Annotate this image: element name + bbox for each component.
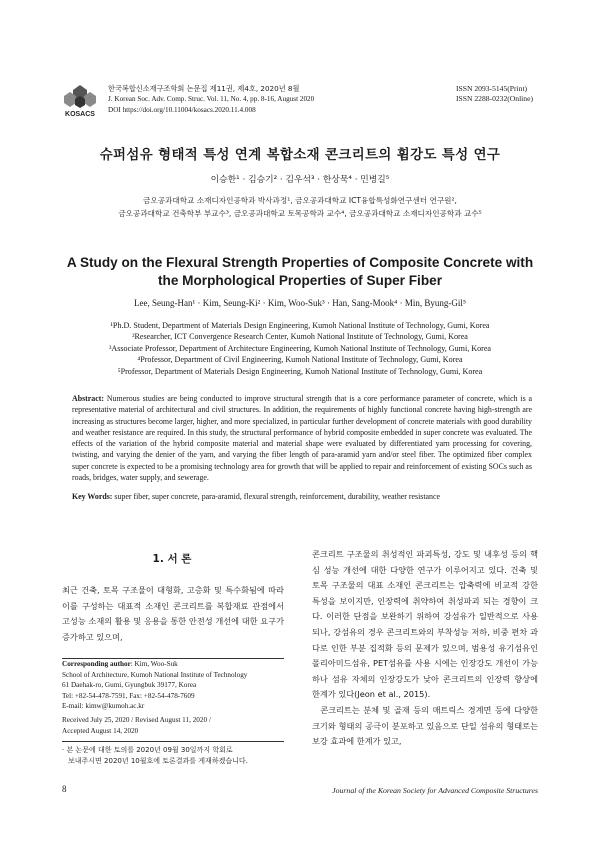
journal-logo bbox=[60, 84, 100, 118]
authors-korean: 이승한¹ · 김승기² · 김우석³ · 한상묵⁴ · 민병길⁵ bbox=[210, 175, 390, 185]
kosacs-logo-icon bbox=[60, 84, 100, 118]
affiliation-en-line: ¹Ph.D. Student, Department of Materials Design Engineering, Kumoh National Institute of Technology, Gumi, Korea bbox=[110, 321, 490, 330]
received-dates bbox=[62, 715, 284, 736]
received-line: Received July 25, 2020 / Revised August 11, 2020 / bbox=[62, 716, 211, 724]
keywords-label: Key Words: bbox=[72, 492, 113, 501]
corresponding-name: : Kim, Woo-Suk bbox=[130, 660, 178, 668]
note-line: · 본 논문에 대한 토의를 2020년 09월 30일까지 학회로 bbox=[62, 746, 233, 754]
paragraph: 최근 건축, 토목 구조물이 대형화, 고층화 및 특수화됨에 따라 이를 구성하는 대표적 소재인 콘크리트를 복합재료 관점에서 고성능 소재의 활용 및 응용을 통한 안전성 개선에 대한 요구가 증가하고 있으며, bbox=[62, 585, 284, 642]
page-number: 8 bbox=[62, 784, 67, 794]
corresponding-label: Corresponding author bbox=[62, 660, 131, 668]
affiliation-kr-line: 금오공과대학교 건축학부 부교수³, 금오공과대학교 토목공학과 교수⁴, 금오공과대학교 소재디자인공학과 교수⁵ bbox=[118, 208, 482, 218]
doi-link[interactable]: DOI https://doi.org/10.11004/kosacs.2020.11.4.008 bbox=[108, 105, 256, 114]
left-column-text bbox=[62, 583, 284, 645]
issn-print: ISSN 2093-5145(Print) bbox=[456, 84, 528, 93]
abstract-text: Numerous studies are being conducted to improve structural strength that is a core performance parameter of concrete, which is a representative material of architectural and civil structures. In addition, the requirements of highly functional concrete having high-strength are increasing as structures become larger, higher, and more specialized, in particular further development of concrete materials with good durability and weather resistance are required. In this study, the structural performance of hybrid composite embedded in super concrete was evaluated. The effects of the variation of the hybrid composite material and material shape were evaluated by differentiated yarn processing for covering, twisting, and varying the denier of the yarn, and varying the fiber length of para-aramid yarn and/or steel fiber. The optimized fiber complex super concrete is expected to be a promising technology area for growth that will be applied to repair and reinforcement of existing SOCs such as roads, bridges, water supply, and sewerage. bbox=[72, 394, 532, 483]
title-korean: 슈퍼섬유 형태적 특성 연계 복합소재 콘크리트의 휨강도 특성 연구 bbox=[99, 148, 501, 163]
journal-name-kr: 한국복합신소재구조학회 논문집 제11권, 제4호, 2020년 8월 bbox=[108, 84, 300, 93]
abstract bbox=[72, 393, 532, 483]
corresponding-address: 61 Daehak-ro, Gumi, Gyungbuk 39177, Korea bbox=[62, 681, 197, 689]
corresponding-author-box bbox=[62, 659, 284, 712]
note-line: 보내주시면 2020년 10월호에 토론결과를 게재하겠습니다. bbox=[68, 756, 248, 765]
affiliation-en-line: ⁴Professor, Department of Civil Engineering, Kumoh National Institute of Technology, Gumi, Korea bbox=[137, 355, 463, 365]
keywords-text: super fiber, super concrete, para-aramid, flexural strength, reinforcement, durability, weather resistance bbox=[114, 492, 440, 501]
corresponding-address: School of Architecture, Kumoh National Institute of Technology bbox=[62, 670, 248, 679]
section-heading: 1. 서 론 bbox=[152, 553, 192, 565]
keywords bbox=[72, 491, 532, 502]
affiliations-english bbox=[40, 320, 560, 377]
right-column-text bbox=[312, 547, 538, 750]
title-en-line: A Study on the Flexural Strength Properties of Composite Concrete with bbox=[66, 255, 534, 270]
corresponding-phone: Tel: +82-54-478-7591, Fax: +82-54-478-7609 bbox=[62, 691, 195, 700]
journal-header bbox=[108, 84, 314, 115]
affiliation-kr-line: 금오공과대학교 소재디자인공학과 박사과정¹, 금오공과대학교 ICT융합특성화연구센터 연구원², bbox=[143, 196, 457, 205]
issn-block bbox=[456, 84, 533, 104]
paragraph: 콘크리트는 분체 및 골재 등의 매트릭스 경계면 등에 다양한 크기와 형태의 공극이 분포하고 있음으로 단일 섬유의 형태로는 보강 효과에 한계가 있고, bbox=[312, 704, 538, 747]
logo-text: KOSACS bbox=[65, 111, 95, 118]
affiliations-korean bbox=[40, 195, 560, 220]
paragraph: 콘크리트 구조물의 취성적인 파괴특성, 강도 및 내후성 등의 핵심 성능 개선에 대한 다양한 연구가 이루어지고 있다. 건축 및 토목 구조물의 대표 소재인 콘크리트는 압축력에 비교적 강한 특성을 보이지만, 인장력에 취약하여 취성파괴 되는 경향이 크다. 이러한 단점을 보완하기 위하여 강섬유가 일반적으로 사용되나, 강섬유의 경우 콘크리트와의 부착성능 저하, 비중 편차 과다로 인한 부분 집적화 등의 문제가 있으며, 범용성 유기섬유인 폴리아미드섬유, PET섬유를 사용 시에는 인장강도 개선이 가능하나 섬유 자체의 인장강도가 낮아 콘크리트의 인장력 향상에 한계가 있다(Jeon et al., 2015). bbox=[312, 549, 538, 700]
footer-journal: Journal of the Korean Society for Advanced Composite Structures bbox=[332, 786, 538, 795]
issn-online: ISSN 2288-0232(Online) bbox=[456, 94, 533, 103]
journal-name-en: J. Korean Soc. Adv. Comp. Struc. Vol. 11, No. 4, pp. 8-16, August 2020 bbox=[108, 95, 315, 104]
accepted-line: Accepted August 14, 2020 bbox=[62, 726, 139, 735]
affiliation-en-line: ²Researcher, ICT Convergence Research Center, Kumoh National Institute of Technology, Gumi, Korea bbox=[132, 332, 468, 342]
discussion-note bbox=[62, 745, 284, 766]
title-english bbox=[40, 254, 560, 289]
abstract-label: Abstract: bbox=[72, 394, 104, 403]
divider bbox=[62, 741, 284, 742]
authors-english: Lee, Seung-Han¹ · Kim, Seung-Ki² · Kim, Woo-Suk³ · Han, Sang-Mook⁴ · Min, Byung-Gil⁵ bbox=[134, 298, 466, 308]
corresponding-email[interactable]: E-mail: kimw@kumoh.ac.kr bbox=[62, 702, 145, 710]
affiliation-en-line: ³Associate Professor, Department of Architecture Engineering, Kumoh National Institute of Technology, Gumi, Korea bbox=[108, 343, 492, 353]
title-en-line: the Morphological Properties of Super Fiber bbox=[158, 272, 442, 288]
affiliation-en-line: ⁵Professor, Department of Materials Design Engineering, Kumoh National Institute of Technology, Gumi, Korea bbox=[117, 366, 483, 376]
